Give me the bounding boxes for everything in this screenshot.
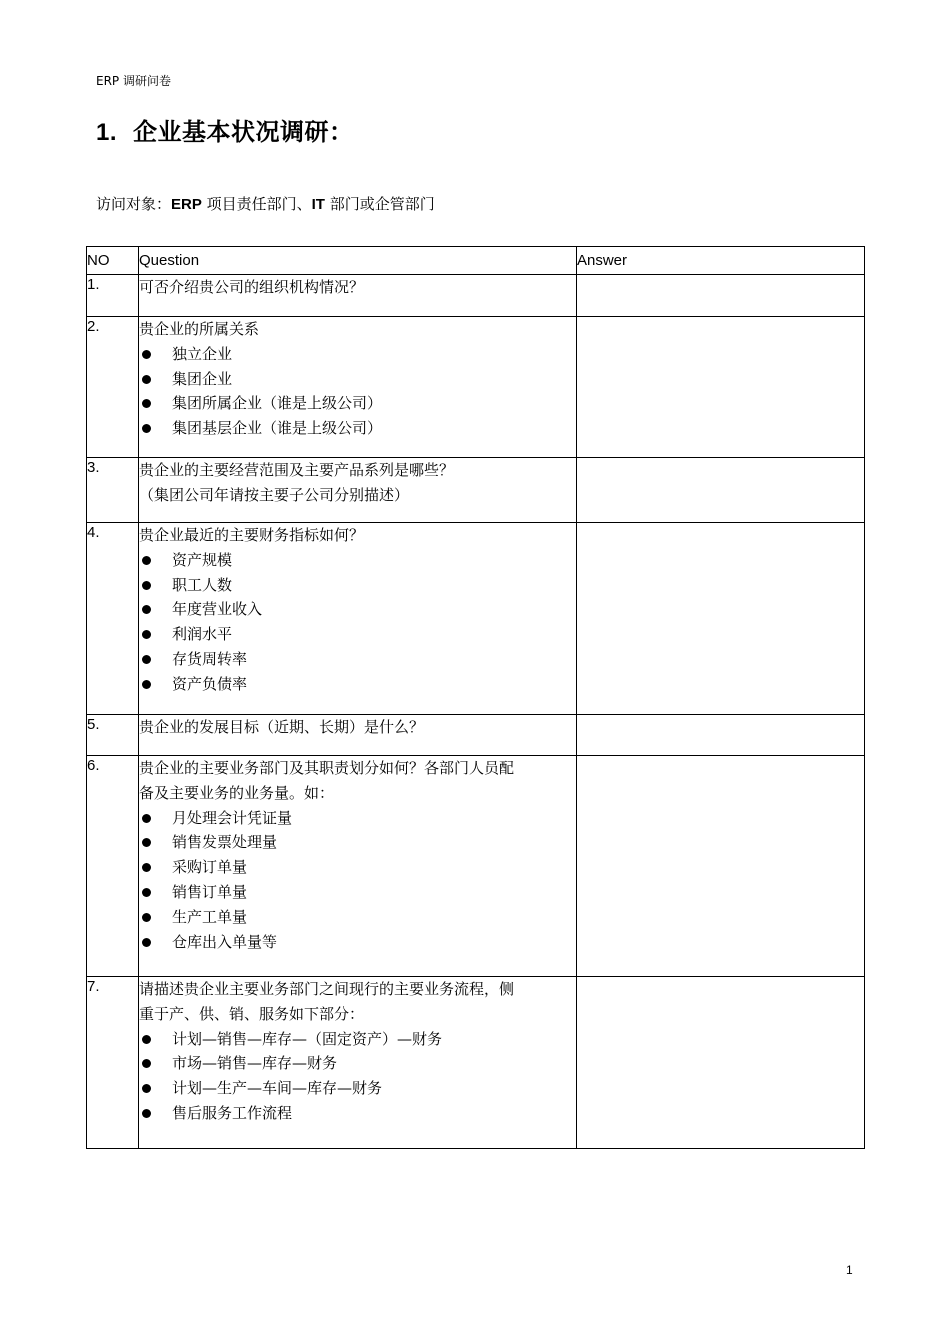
bullet-icon [142, 375, 151, 384]
question-option [139, 416, 576, 441]
bullet-icon [142, 655, 151, 664]
section-title-text: 企业基本状况调研： [133, 118, 354, 146]
row-number: 7. [87, 977, 139, 1149]
answer-cell[interactable] [577, 977, 865, 1149]
question-text: 请描述贵企业主要业务部门之间现行的主要业务流程，侧 [139, 980, 515, 998]
question-cell [139, 317, 577, 458]
answer-cell[interactable] [577, 275, 865, 317]
bullet-icon [142, 630, 151, 639]
questionnaire-table [86, 246, 865, 1149]
section-number: 1. [96, 119, 118, 146]
answer-cell[interactable] [577, 317, 865, 458]
option-text: 计划—销售—库存—（固定资产）—财务 [172, 1029, 443, 1048]
question-option [139, 806, 576, 831]
bullet-icon [142, 581, 151, 590]
bullet-icon [142, 1109, 151, 1118]
bullet-icon [142, 1059, 151, 1068]
header-no: NO [87, 247, 139, 275]
bullet-icon [142, 938, 151, 947]
table-row [87, 458, 865, 523]
table-row [87, 756, 865, 977]
interview-subject [96, 193, 435, 214]
section-title [96, 112, 354, 147]
question-option [139, 855, 576, 880]
question-option [139, 548, 576, 573]
question-text: 可否介绍贵公司的组织机构情况？ [139, 278, 365, 296]
row-number: 4. [87, 523, 139, 715]
bullet-icon [142, 888, 151, 897]
option-text: 采购订单量 [172, 858, 248, 877]
option-text: 独立企业 [172, 344, 233, 363]
question-cell [139, 458, 577, 523]
question-option [139, 622, 576, 647]
option-text: 集团基层企业（谁是上级公司） [172, 419, 383, 438]
question-option [139, 597, 576, 622]
question-option [139, 1051, 576, 1076]
bullet-icon [142, 680, 151, 689]
table-header-row [87, 247, 865, 275]
question-option [139, 830, 576, 855]
option-text: 市场—销售—库存—财务 [172, 1054, 338, 1073]
subject-prefix: 访问对象： [96, 195, 172, 213]
bullet-icon [142, 424, 151, 433]
table-row [87, 715, 865, 756]
option-text: 资产规模 [172, 550, 233, 569]
question-text: 贵企业的主要经营范围及主要产品系列是哪些？ [139, 461, 455, 479]
question-cell [139, 715, 577, 756]
option-text: 生产工单量 [172, 907, 248, 926]
option-text: 集团企业 [172, 369, 233, 388]
question-text: 贵企业的主要业务部门及其职责划分如何？各部门人员配 [139, 759, 515, 777]
bullet-icon [142, 605, 151, 614]
question-option [139, 905, 576, 930]
question-option [139, 1027, 576, 1052]
subject-mid: 项目责任部门、 [201, 195, 312, 213]
bullet-icon [142, 350, 151, 359]
question-option [139, 930, 576, 955]
question-option [139, 880, 576, 905]
option-text: 月处理会计凭证量 [172, 808, 293, 827]
question-text: （集团公司年请按主要子公司分别描述） [139, 485, 410, 504]
answer-cell[interactable] [577, 715, 865, 756]
header-answer: Answer [577, 247, 865, 275]
option-text: 职工人数 [172, 575, 233, 594]
header-question: Question [139, 247, 577, 275]
table-row [87, 977, 865, 1149]
question-option [139, 647, 576, 672]
row-number: 3. [87, 458, 139, 523]
bullet-icon [142, 913, 151, 922]
question-text: 备及主要业务的业务量。如： [139, 783, 335, 802]
table-row [87, 275, 865, 317]
question-cell [139, 523, 577, 715]
question-option [139, 672, 576, 697]
question-cell [139, 756, 577, 977]
document-header: ERP 调研问卷 [96, 74, 171, 88]
page-number: 1 [846, 1263, 853, 1277]
answer-cell[interactable] [577, 458, 865, 523]
option-text: 利润水平 [172, 625, 233, 644]
bullet-icon [142, 863, 151, 872]
option-text: 存货周转率 [172, 649, 248, 668]
row-number: 2. [87, 317, 139, 458]
question-text: 贵企业的所属关系 [139, 320, 260, 338]
subject-it: IT [311, 196, 325, 213]
subject-erp: ERP [171, 196, 202, 213]
question-text: 重于产、供、销、服务如下部分： [139, 1004, 365, 1023]
bullet-icon [142, 814, 151, 823]
row-number: 5. [87, 715, 139, 756]
option-text: 年度营业收入 [172, 600, 263, 619]
option-text: 销售订单量 [172, 882, 248, 901]
option-text: 资产负债率 [172, 674, 248, 693]
bullet-icon [142, 556, 151, 565]
row-number: 1. [87, 275, 139, 317]
row-number: 6. [87, 756, 139, 977]
question-cell [139, 275, 577, 317]
answer-cell[interactable] [577, 523, 865, 715]
option-text: 计划—生产—车间—库存—财务 [172, 1079, 383, 1098]
question-option [139, 391, 576, 416]
question-option [139, 1101, 576, 1126]
answer-cell[interactable] [577, 756, 865, 977]
question-option [139, 342, 576, 367]
bullet-icon [142, 838, 151, 847]
question-option [139, 1076, 576, 1101]
question-option [139, 367, 576, 392]
bullet-icon [142, 1084, 151, 1093]
option-text: 售后服务工作流程 [172, 1103, 293, 1122]
table-row [87, 317, 865, 458]
option-text: 仓库出入单量等 [172, 932, 278, 951]
question-option [139, 573, 576, 598]
question-text: 贵企业的发展目标（近期、长期）是什么？ [139, 718, 425, 736]
subject-suffix: 部门或企管部门 [324, 195, 435, 213]
bullet-icon [142, 399, 151, 408]
option-text: 集团所属企业（谁是上级公司） [172, 394, 383, 413]
bullet-icon [142, 1035, 151, 1044]
question-text: 贵企业最近的主要财务指标如何？ [139, 526, 365, 544]
option-text: 销售发票处理量 [172, 833, 278, 852]
table-row [87, 523, 865, 715]
question-cell [139, 977, 577, 1149]
